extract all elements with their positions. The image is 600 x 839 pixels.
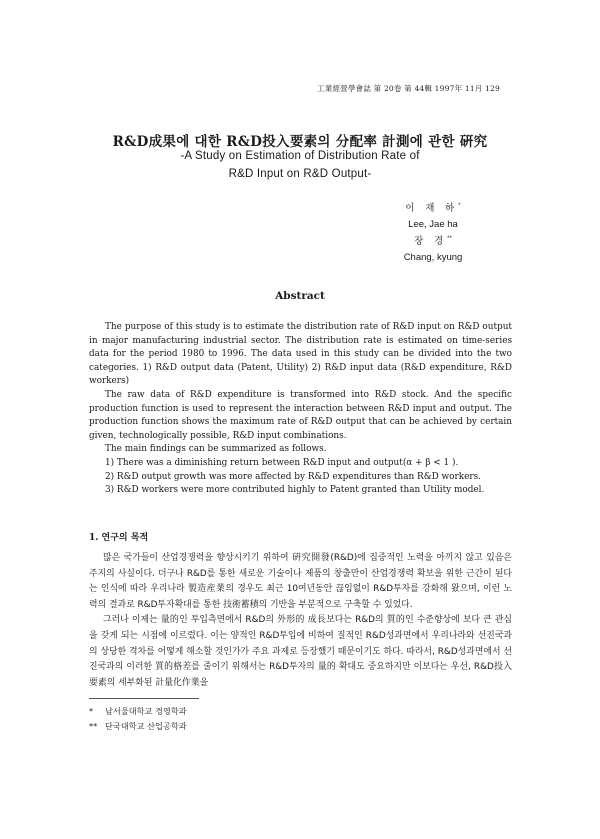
- title-korean: R&D成果에 대한 R&D投入要素의 分配率 計測에 관한 硏究: [112, 134, 488, 150]
- section-body: [89, 551, 512, 691]
- journal-header: 工業經營學會誌 第 20卷 第 44輯 1997年 11月 129: [317, 84, 500, 93]
- abstract-paragraph: The raw data of R&D expenditure is transformed into R&D stock. And the specific production function is used to represent the interaction between R&D input and output. The production function shows the maximum rate of R&D output that can be achieved by certain given, technologically possible, R&D input combinations.: [89, 389, 512, 441]
- finding-item: 3) R&D workers were more contributed highly to Patent granted than Utility model.: [105, 485, 485, 496]
- abstract-paragraph: The purpose of this study is to estimate the distribution rate of R&D input on R&D output in major manufacturing industrial sector. The distribution rate is estimated on time-series data for the period 1980 to 1996. The data used in this study can be divided into the two categories. 1) R&D output data (Patent, Utility) 2) R&D input data (R&D expenditure, R&D workers): [89, 322, 512, 387]
- footnote-1: * 남서울대학교 경영학과: [89, 706, 187, 716]
- author-2-korean: 장 경**: [414, 236, 452, 248]
- author-1-english: Lee, Jae ha: [408, 218, 458, 230]
- abstract-heading: Abstract: [275, 290, 325, 302]
- section-heading: 1. 연구의 목적: [89, 533, 149, 543]
- abstract-body: [89, 321, 512, 498]
- findings-list: [89, 457, 512, 498]
- title-english-line2: R&D Input on R&D Output-: [228, 168, 372, 180]
- author-2-english: Chang, kyung: [403, 251, 463, 263]
- footnote-divider: [89, 698, 199, 699]
- author-1-korean: 이 재 하*: [405, 203, 461, 215]
- author-block: [378, 199, 488, 265]
- footnotes: [89, 704, 187, 734]
- title-english-line1: -A Study on Estimation of Distribution Rate of: [180, 150, 420, 162]
- body-paragraph: 많은 국가들이 산업경쟁력을 향상시키기 위하여 硏究開發(R&D)에 집중적인 노력을 아끼지 않고 있음은 주지의 사실이다. 더구나 R&D를 통한 새로운 기술이나 제품의 창출만이 산업경쟁력 확보을 위한 근간이 된다는 인식에 따라 우리나라 製造産業의 경우도 최근 10여년동안 끊임없이 R&D투자를 강화해 왔으며, 이런 노력의 결과로 R&D투자확대를 통한 技術蓄積의 기반을 부분적으로 구축할 수 있었다.: [89, 553, 512, 610]
- finding-item: 2) R&D output growth was more affected by R&D expenditures than R&D workers.: [105, 471, 481, 482]
- body-paragraph: 그러나 이제는 量的인 투입측면에서 R&D의 外形的 成長보다는 R&D의 質的인 수준향상에 보다 큰 관심을 갖게 되는 시점에 이르렀다. 이는 양적인 R&D투입에 비하여 질적인 R&D성과면에서 우리나라와 선진국과의 상당한 격차를 어떻게 해소할 것인가가 주요 과제로 등장했기 때문이기도 하다. 따라서, R&D성과면에서 선진국과의 이러한 質的格差를 줄이기 위해서는 R&D투자의 量的 확대도 중요하지만 이보다는 우선, R&D投入要素의 세부화된 計量化作業을: [89, 615, 512, 688]
- finding-item: 1) There was a diminishing return between R&D input and output(α + β < 1 ).: [105, 457, 459, 468]
- abstract-paragraph: The main findings can be summarized as follows.: [105, 444, 327, 455]
- footnote-2: ** 단국대학교 산업공학과: [89, 721, 187, 731]
